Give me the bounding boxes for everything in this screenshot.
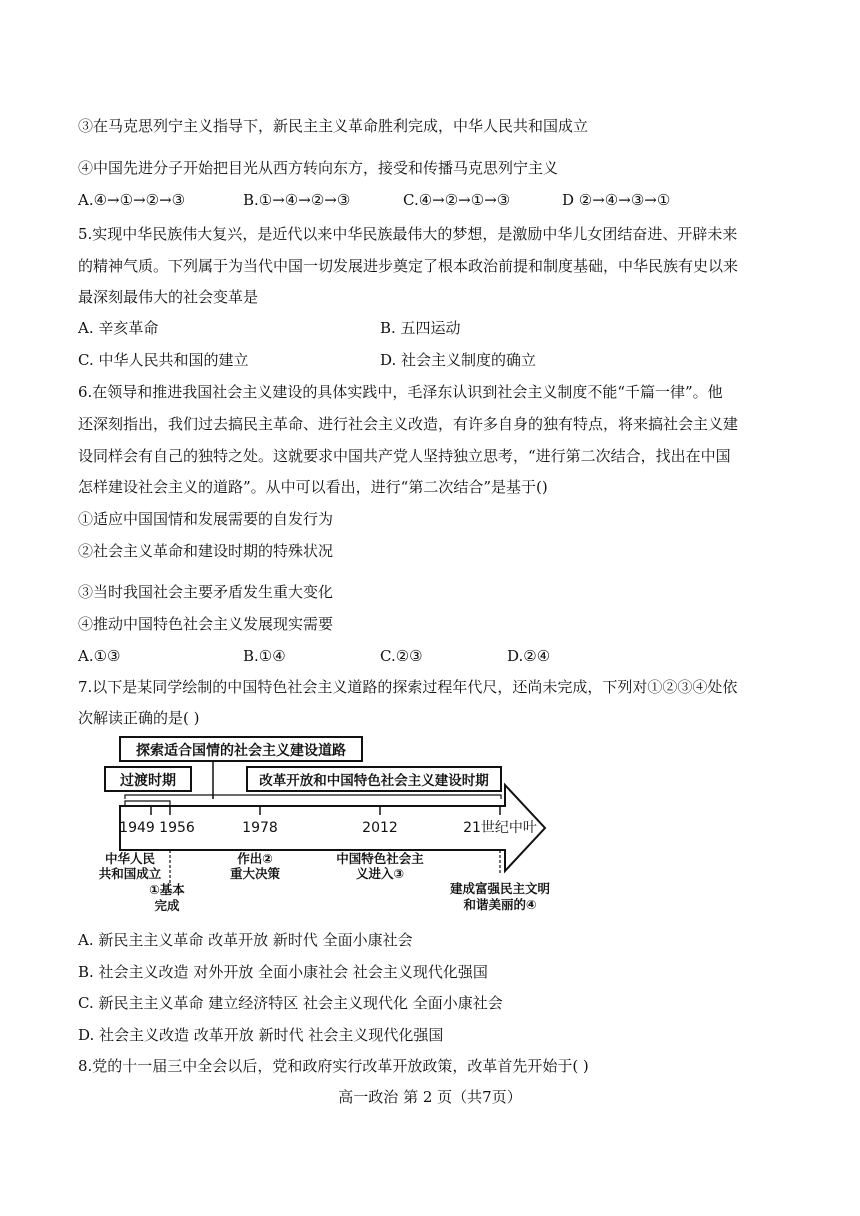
transition-period-label: 过渡时期	[120, 773, 176, 789]
year-1956: 1956	[159, 820, 195, 836]
q5-option-b: B. 五四运动	[380, 319, 461, 337]
q6-item-2: ②社会主义革命和建设时期的特殊状况	[78, 542, 334, 560]
note-2012-line1: 中国特色社会主	[336, 851, 424, 866]
q6-stem-line-2: 还深刻指出，我们过去搞民主革命、进行社会主义改造，有许多自身的独有特点，将来搞社会主义建	[78, 415, 739, 433]
q4-option-b: B.①→④→②→③	[243, 191, 351, 209]
q6-stem-line-1: 6.在领导和推进我国社会主义建设的具体实践中，毛泽东认识到社会主义制度不能“千篇一律”。他	[78, 383, 723, 401]
note-2012-line2: 义进入③	[355, 866, 405, 881]
q4-option-d: D ②→④→③→①	[562, 191, 671, 209]
q6-option-a: A.①③	[78, 647, 121, 665]
page-footer: 高一政治 第 2 页（共7页）	[338, 1088, 522, 1106]
q6-item-3: ③当时我国社会主要矛盾发生重大变化	[78, 583, 334, 601]
q7-option-c: C. 新民主主义革命 建立经济特区 社会主义现代化 全面小康社会	[78, 994, 503, 1012]
year-1949: 1949	[119, 820, 155, 836]
q5-stem-line-1: 5.实现中华民族伟大复兴，是近代以来中华民族最伟大的梦想，是激励中华儿女团结奋进、开辟未来	[78, 225, 738, 243]
note-1956-line1: ①基本	[149, 882, 185, 897]
timeline-diagram	[95, 733, 565, 918]
q7-option-b: B. 社会主义改造 对外开放 全面小康社会 社会主义现代化强国	[78, 963, 488, 981]
q6-option-b: B.①④	[243, 647, 286, 665]
year-2012: 2012	[362, 820, 398, 836]
q4-option-c: C.④→②→①→③	[403, 191, 511, 209]
q7-option-d: D. 社会主义改造 改革开放 新时代 社会主义现代化强国	[78, 1026, 444, 1044]
note-1949-line1: 中华人民	[104, 851, 156, 866]
q4-option-a: A.④→①→②→③	[78, 191, 186, 209]
q6-option-d: D.②④	[507, 647, 551, 665]
note-2050-line2: 和谐美丽的④	[463, 897, 537, 912]
exploration-box-label: 探索适合国情的社会主义建设道路	[136, 743, 346, 759]
q8-stem: 8.党的十一届三中全会以后，党和政府实行改革开放政策，改革首先开始于( )	[78, 1057, 589, 1075]
note-1978-line2: 重大决策	[229, 866, 281, 881]
q6-stem-line-3: 设同样会有自己的独特之处。这就要求中国共产党人坚持独立思考，“进行第二次结合，找出在中国	[78, 447, 731, 465]
q5-option-d: D. 社会主义制度的确立	[380, 351, 537, 369]
q7-stem-line-1: 7.以下是某同学绘制的中国特色社会主义道路的探索过程年代尺，还尚未完成，下列对①②③④处依	[78, 678, 738, 696]
q6-option-c: C.②③	[380, 647, 423, 665]
q4-item-3: ③在马克思列宁主义指导下，新民主主义革命胜利完成，中华人民共和国成立	[78, 117, 589, 135]
q5-option-c: C. 中华人民共和国的建立	[78, 351, 249, 369]
q6-stem-line-4: 怎样建设社会主义的道路”。从中可以看出，进行“第二次结合”是基于()	[78, 478, 548, 496]
q7-option-a: A. 新民主主义革命 改革开放 新时代 全面小康社会	[78, 931, 413, 949]
q5-stem-line-3: 最深刻最伟大的社会变革是	[78, 288, 259, 306]
q7-stem-line-2: 次解读正确的是( )	[78, 709, 200, 727]
reform-period-label: 改革开放和中国特色社会主义建设时期	[259, 773, 489, 789]
q5-stem-line-2: 的精神气质。下列属于为当代中国一切发展进步奠定了根本政治前提和制度基础，中华民族有史以来	[78, 257, 739, 275]
q4-item-4: ④中国先进分子开始把目光从西方转向东方，接受和传播马克思列宁主义	[78, 159, 559, 177]
note-1956-line2: 完成	[154, 898, 180, 913]
q6-item-1: ①适应中国国情和发展需要的自发行为	[78, 510, 334, 528]
year-1978: 1978	[242, 820, 278, 836]
q6-item-4: ④推动中国特色社会主义发展现实需要	[78, 615, 334, 633]
year-mid-21st-century: 21世纪中叶	[463, 820, 537, 836]
note-2050-line1: 建成富强民主文明	[449, 881, 551, 896]
note-1978-line1: 作出②	[237, 851, 273, 866]
q5-option-a: A. 辛亥革命	[78, 319, 159, 337]
period-brace	[125, 795, 501, 799]
note-1949-line2: 共和国成立	[98, 866, 162, 881]
